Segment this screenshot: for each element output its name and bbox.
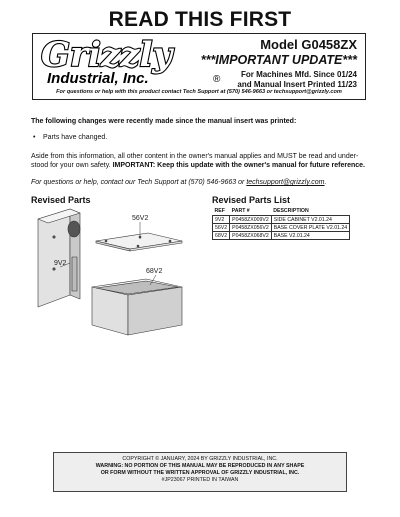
footer-box bbox=[53, 452, 347, 492]
header-box bbox=[32, 33, 366, 100]
important-update: ***IMPORTANT UPDATE*** bbox=[200, 53, 357, 67]
col-header-description: DESCRIPTION bbox=[273, 208, 309, 214]
manufacture-date bbox=[237, 70, 357, 90]
callout-68v2: 68V2 bbox=[146, 268, 163, 275]
contact-paragraph bbox=[31, 178, 371, 187]
part-number-cell: P0458ZX068V2 bbox=[230, 232, 272, 240]
page-title: READ THIS FIRST bbox=[108, 8, 292, 31]
registered-mark: ® bbox=[213, 74, 221, 85]
ref-cell: 9V2 bbox=[213, 216, 230, 224]
support-line: For questions or help with this product contact Tech Support at (570) 546-9663 or techsupport@grizzly.com bbox=[56, 89, 342, 95]
notice-paragraph bbox=[31, 152, 371, 170]
table-row bbox=[213, 232, 350, 240]
logo-subtitle: Industrial, Inc. bbox=[47, 70, 149, 86]
contact-text: For questions or help, contact our Tech Support at (570) 546-9663 or bbox=[31, 179, 247, 186]
base-drawing bbox=[92, 279, 182, 335]
table-header-row bbox=[213, 208, 350, 216]
description-cell: SIDE CABINET V2.01.24 bbox=[271, 216, 349, 224]
contact-end: . bbox=[324, 179, 327, 186]
notice-text: Aside from this information, all other content in the owner's manual applies and MUST be read and under-stood for your own safety. bbox=[31, 153, 359, 169]
revised-parts-diagram bbox=[30, 207, 200, 340]
model-number: Model G0458ZX bbox=[260, 37, 357, 52]
description-cell: BASE V2.01.24 bbox=[271, 232, 349, 240]
change-bullet bbox=[33, 133, 373, 142]
callout-56v2: 56V2 bbox=[132, 215, 149, 222]
table-row bbox=[213, 216, 350, 224]
logo-wordmark: Grizzly bbox=[41, 36, 173, 75]
print-code-line: #JP23067 PRINTED IN TAIWAN bbox=[161, 477, 239, 483]
part-number-cell: P0458ZX056V2 bbox=[230, 224, 272, 232]
revised-parts-table bbox=[212, 208, 350, 240]
mfd-line-2: and Manual Insert Printed 11/23 bbox=[237, 80, 357, 89]
part-number-cell: P0458ZX009V2 bbox=[230, 216, 272, 224]
change-text: Parts have changed. bbox=[43, 134, 108, 141]
description-cell: BASE COVER PLATE V2.01.24 bbox=[271, 224, 349, 232]
callout-9v2: 9V2 bbox=[54, 260, 67, 267]
revised-parts-title: Revised Parts bbox=[31, 195, 91, 205]
col-header-part: PART # bbox=[231, 208, 250, 214]
mfd-line-1: For Machines Mfd. Since 01/24 bbox=[240, 70, 357, 79]
base-cover-plate-drawing bbox=[96, 233, 182, 251]
grizzly-logo bbox=[39, 36, 227, 86]
ref-cell: 68V2 bbox=[213, 232, 230, 240]
contact-email-link[interactable]: techsupport@grizzly.com bbox=[246, 179, 325, 186]
warning-line-1: WARNING: NO PORTION OF THIS MANUAL MAY BE REPRODUCED IN ANY SHAPE bbox=[95, 463, 305, 469]
intro-text: The following changes were recently made since the manual insert was printed: bbox=[31, 118, 297, 125]
table-row bbox=[213, 224, 350, 232]
copyright-line: COPYRIGHT © JANUARY, 2024 BY GRIZZLY INDUSTRIAL, INC. bbox=[122, 456, 278, 462]
bullet-icon: • bbox=[33, 134, 36, 141]
notice-important: IMPORTANT: Keep this update with the owner's manual for future reference. bbox=[112, 162, 365, 169]
ref-cell: 56V2 bbox=[213, 224, 230, 232]
col-header-ref: REF bbox=[214, 208, 225, 214]
side-cabinet-drawing bbox=[38, 209, 80, 307]
revised-parts-list-title: Revised Parts List bbox=[212, 195, 291, 205]
warning-line-2: OR FORM WITHOUT THE WRITTEN APPROVAL OF GRIZZLY INDUSTRIAL, INC. bbox=[100, 470, 300, 476]
